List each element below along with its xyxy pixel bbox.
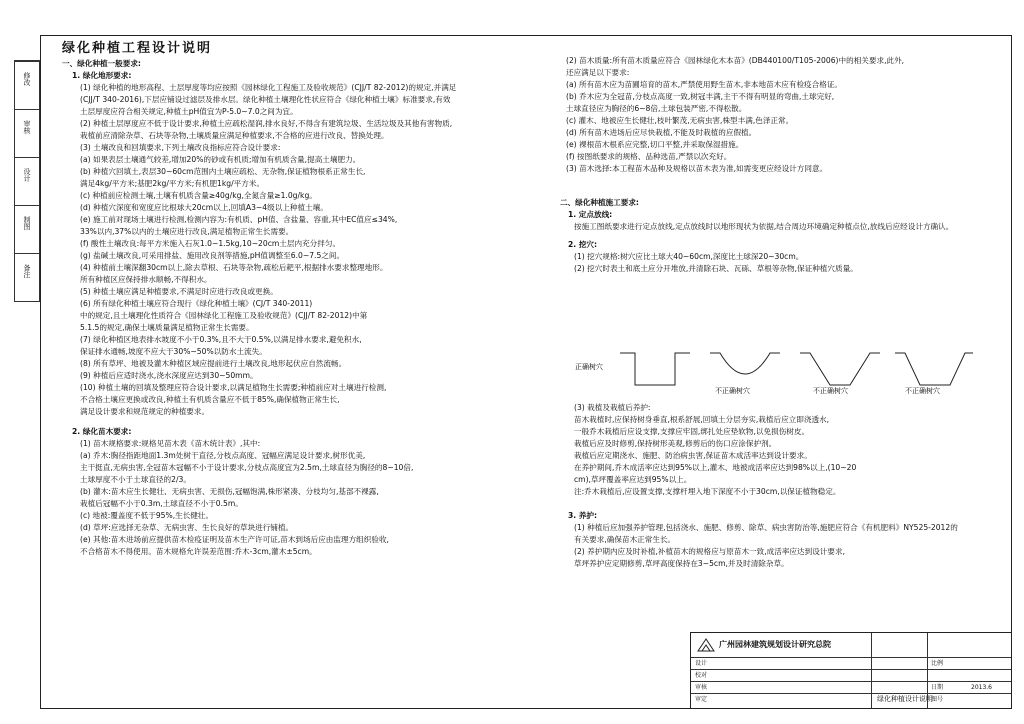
pit-incorrect-2	[800, 353, 880, 385]
text-line: 满足设计要求和规范规定的种植要求。	[80, 407, 210, 416]
text-line: 有关要求,确保苗木正常生长。	[574, 535, 676, 544]
text-line: (8) 所有草坪、地被及灌木种植区域应提前进行土壤改良,地形起伏应自然流畅。	[80, 359, 347, 368]
subsection-heading: 2. 绿化苗木要求:	[72, 427, 132, 436]
text-line: (d) 种植穴深度和宽度应比根球大20cm以上,回填A3~4级以上种植土壤。	[80, 203, 328, 212]
text-line: 土球厚度不小于土球直径的2/3。	[80, 475, 191, 484]
text-line: (a) 如果表层土壤通气较差,增加20%的砂或有机质;增加有机质含量,提高土壤肥力。	[80, 155, 361, 164]
right-text-column-lower	[560, 402, 1000, 570]
text-line: 苗木栽植时,应保持树身垂直,根系舒展,回填土分层夯实,栽植后应立即浇透水,	[574, 415, 830, 424]
title-block	[690, 632, 1012, 709]
text-line: (d) 所有苗木进场后应尽快栽植,不能及时栽植的应假植。	[566, 128, 757, 137]
text-line: (f) 酸性土壤改良:每平方米施入石灰1.0~1.5kg,10~20cm土层内充分拌匀。	[80, 239, 341, 248]
text-line: (1) 种植后应加强养护管理,包括浇水、施肥、修剪、除草、病虫害防治等,施肥应符合《有机肥料》NY525-2012的	[574, 523, 958, 532]
text-line: 5.1.5的规定,确保土壤质量满足植物正常生长需要。	[80, 323, 254, 332]
pit-incorrect-1	[710, 353, 780, 374]
text-line: (1) 苗木规格要求:规格见苗木表《苗木统计表》,其中:	[80, 439, 261, 448]
text-line: (b) 灌木:苗木应生长健壮、无病虫害、无损伤,冠幅饱满,株形紧凑、分枝均匀,基部不裸露,	[80, 487, 379, 496]
text-line: (d) 草坪:应选择无杂草、无病虫害、生长良好的草块进行铺植。	[80, 523, 294, 532]
tb-field-label: 图号	[931, 696, 944, 703]
drawing-name: 绿化种植设计说明	[877, 695, 933, 703]
diagram-label: 不正确树穴	[715, 387, 750, 395]
tb-field-label: 审核	[695, 684, 708, 691]
text-line: 土层厚度应符合相关规定,种植土pH值宜为P-5.0~7.0之间为宜。	[80, 107, 298, 116]
section-heading: 二、绿化种植施工要求:	[560, 198, 639, 207]
text-line: (b) 乔木应为全冠苗,分枝点高度一致,树冠丰满,主干不得有明显的弯曲,土球完好,	[566, 92, 835, 101]
text-line: (e) 施工前对现场土壤进行检测,检测内容为:有机质、pH值、含盐量、容重,其中EC值应≤34%,	[80, 215, 398, 224]
text-line: 主干挺直,无病虫害,全冠苗木冠幅不小于设计要求,分枝点高度宜为2.5m,土球直径为胸径的8~10倍,	[80, 463, 414, 472]
tb-field-label: 校对	[695, 672, 708, 679]
pit-incorrect-3	[895, 353, 973, 385]
text-line: (7) 绿化种植区地表排水坡度不小于0.3%,且不大于0.5%,以满足排水要求,避免积水,	[80, 335, 362, 344]
tb-field-label: 日期	[931, 684, 944, 691]
section-heading: 一、绿化种植一般要求:	[62, 59, 141, 68]
text-line: (2) 挖穴时表土和底土应分开堆放,并清除石块、瓦砾、草根等杂物,保证种植穴质量。	[574, 264, 858, 273]
left-revision-strip	[14, 60, 40, 302]
page-title: 绿化种植工程设计说明	[62, 41, 213, 56]
text-line: 还应满足以下要求:	[566, 68, 630, 77]
strip-label: 审核	[23, 120, 31, 134]
text-line: 保证排水通畅,坡度不应大于30%~50%以防水土流失。	[80, 347, 267, 356]
tb-field-label: 设计	[695, 660, 708, 667]
text-line: 33%以内,37%以内的土壤应进行改良,满足植物正常生长需要。	[80, 227, 294, 236]
text-line: 不合格苗木不得使用。苗木规格允许误差范围:乔木-3cm,灌木±5cm。	[80, 547, 317, 556]
company-name: 广州园林建筑规划设计研究总院	[719, 640, 831, 649]
seedling-quality	[560, 55, 1000, 175]
text-line: (c) 地被:覆盖度不低于95%,生长健壮。	[80, 511, 214, 520]
tb-field-label: 审定	[695, 696, 708, 703]
tb-field-label: 比例	[931, 660, 944, 667]
text-line: 一般乔木栽植后应设支撑,支撑应牢固,绑扎处应垫软物,以免损伤树皮。	[574, 427, 810, 436]
text-line: (3) 栽植及栽植后养护:	[574, 403, 651, 412]
planting-pit-diagram	[575, 345, 975, 395]
text-line: (9) 种植后应适时浇水,浇水深度应达到30~50mm。	[80, 371, 258, 380]
subsection-heading: 3. 养护:	[568, 511, 598, 520]
right-text-column	[560, 55, 1000, 275]
text-line: (a) 乔木:胸径指距地面1.3m处树干直径,分枝点高度、冠幅应满足设计要求,树形优美,	[80, 451, 366, 460]
text-line: (e) 其他:苗木进场前应提供苗木检疫证明及苗木生产许可证,苗木到场后应由监理方组织验收,	[80, 535, 389, 544]
seedling-requirements	[62, 438, 552, 558]
drawing-date: 2013.6	[971, 684, 992, 691]
diagram-label: 不正确树穴	[905, 387, 940, 395]
subsection-heading: 1. 定点放线:	[568, 210, 613, 219]
terrain-requirements	[62, 82, 552, 418]
text-line: (10) 种植土壤的回填及整理应符合设计要求,以满足植物生长需要;种植前应对土壤进行检测,	[80, 383, 387, 392]
text-line: (b) 种植穴回填土,表层30~60cm范围内土壤应疏松、无杂物,保证植物根系正常生长,	[80, 167, 366, 176]
diagram-label: 不正确树穴	[813, 387, 848, 395]
text-line: (3) 苗木选择:本工程苗木品种及规格以苗木表为准,如需变更应经设计方同意。	[566, 164, 828, 173]
strip-label: 设计	[23, 168, 31, 182]
text-line: cm),草坪覆盖率应达到95%以上。	[574, 475, 692, 484]
text-line: (f) 按图纸要求的规格、品种选苗,严禁以次充好。	[566, 152, 732, 161]
subsection-heading: 2. 挖穴:	[568, 240, 598, 249]
text-line: (6) 所有绿化种植土壤应符合现行《绿化种植土壤》(CJ/T 340-2011)	[80, 299, 313, 308]
text-line: 栽植后应定期浇水、施肥、防治病虫害,保证苗木成活率达到设计要求。	[574, 451, 812, 460]
text-line: (CJJ/T 340-2016),下层应铺设过滤层及排水层。绿化种植土壤理化性状应符合《绿化种植土壤》标准要求,有效	[80, 95, 451, 104]
strip-label: 修改	[23, 72, 31, 86]
text-line: 满足4kg/平方米;基肥2kg/平方米;有机肥1kg/平方米。	[80, 179, 265, 188]
text-paragraph: 按施工图纸要求进行定点放线,定点放线时以地形现状为依据,结合周边环境确定种植点位,放线后应经设计方确认。	[574, 222, 954, 231]
text-line: (2) 种植土层厚度应不低于设计要求,种植土应疏松湿润,排水良好,不得含有建筑垃圾、生活垃圾及其他有害物质,	[80, 119, 453, 128]
text-line: (c) 种植前应检测土壤,土壤有机质含量≥40g/kg,全氮含量≥1.0g/kg。	[80, 191, 317, 200]
text-line: (2) 养护期内应及时补植,补植苗木的规格应与原苗木一致,成活率应达到设计要求,	[574, 547, 846, 556]
text-line: 栽植前应清除杂草、石块等杂物,土壤质量应满足种植要求,不合格的应进行改良、替换处理。	[80, 131, 389, 140]
left-text-column	[62, 40, 552, 558]
text-line: 在养护期间,乔木成活率应达到95%以上,灌木、地被成活率应达到98%以上,(10~20	[574, 463, 857, 472]
text-line: (e) 裸根苗木根系应完整,切口平整,并采取保湿措施。	[566, 140, 744, 149]
text-line: (3) 土壤改良和回填要求,下列土壤改良指标应符合设计要求:	[80, 143, 281, 152]
text-line: 注:乔木栽植后,应设置支撑,支撑杆埋入地下深度不小于30cm,以保证植物稳定。	[574, 487, 841, 496]
diagram-label: 正确树穴	[575, 363, 603, 371]
text-line: 栽植后冠幅不小于0.3m,土球直径不小于0.5m。	[80, 499, 243, 508]
text-line: (5) 种植土壤应满足种植要求,不满足时应进行改良或更换。	[80, 287, 278, 296]
text-line: 中的规定,且土壤理化性质符合《园林绿化工程施工及验收规范》(CJJ/T 82-2012)中第	[80, 311, 368, 320]
text-line: (4) 种植前土壤深翻30cm以上,除去草根、石块等杂物,疏松后耙平,根据排水要求整理地形。	[80, 263, 388, 272]
text-line: (g) 盐碱土壤改良,可采用排盐、施用改良剂等措施,pH值调整至6.0~7.5之间。	[80, 251, 345, 260]
planting-maintenance	[560, 402, 1000, 498]
text-line: 不合格土壤应更换或改良,种植土有机质含量应不低于85%,确保植物正常生长,	[80, 395, 340, 404]
strip-label: 制图	[23, 216, 31, 230]
text-line: (2) 苗木质量:所有苗木质量应符合《园林绿化木本苗》(DB440100/T105-2006)中的相关要求,此外,	[566, 56, 905, 65]
text-line: 栽植后应及时修剪,保持树形美观,修剪后的伤口应涂保护剂。	[574, 439, 777, 448]
text-line: (c) 灌木、地被应生长健壮,枝叶繁茂,无病虫害,株型丰满,色泽正常。	[566, 116, 794, 125]
strip-label: 备注	[23, 264, 31, 278]
pit-correct	[620, 353, 690, 385]
text-line: 草坪养护应定期修剪,草坪高度保持在3~5cm,并及时清除杂草。	[574, 559, 789, 568]
text-line: (1) 绿化种植的地形高程、土层厚度等均应按照《园林绿化工程施工及验收规范》(CJJ/T 82-2012)的规定,并满足	[80, 83, 457, 92]
text-line: 土球直径应为胸径的6~8倍,土球包装严密,不得松散。	[566, 104, 747, 113]
text-line: (a) 所有苗木应为苗圃培育的苗木,严禁使用野生苗木,非本地苗木应有检疫合格证。	[566, 80, 843, 89]
text-line: 所有种植区应保持排水顺畅,不得积水。	[80, 275, 212, 284]
text-line: (1) 挖穴规格:树穴应比土球大40~60cm,深度比土球深20~30cm。	[574, 252, 804, 261]
subsection-heading: 1. 绿化地形要求:	[72, 71, 132, 80]
company-logo-icon	[697, 637, 715, 653]
maintenance-lines	[560, 522, 1000, 570]
